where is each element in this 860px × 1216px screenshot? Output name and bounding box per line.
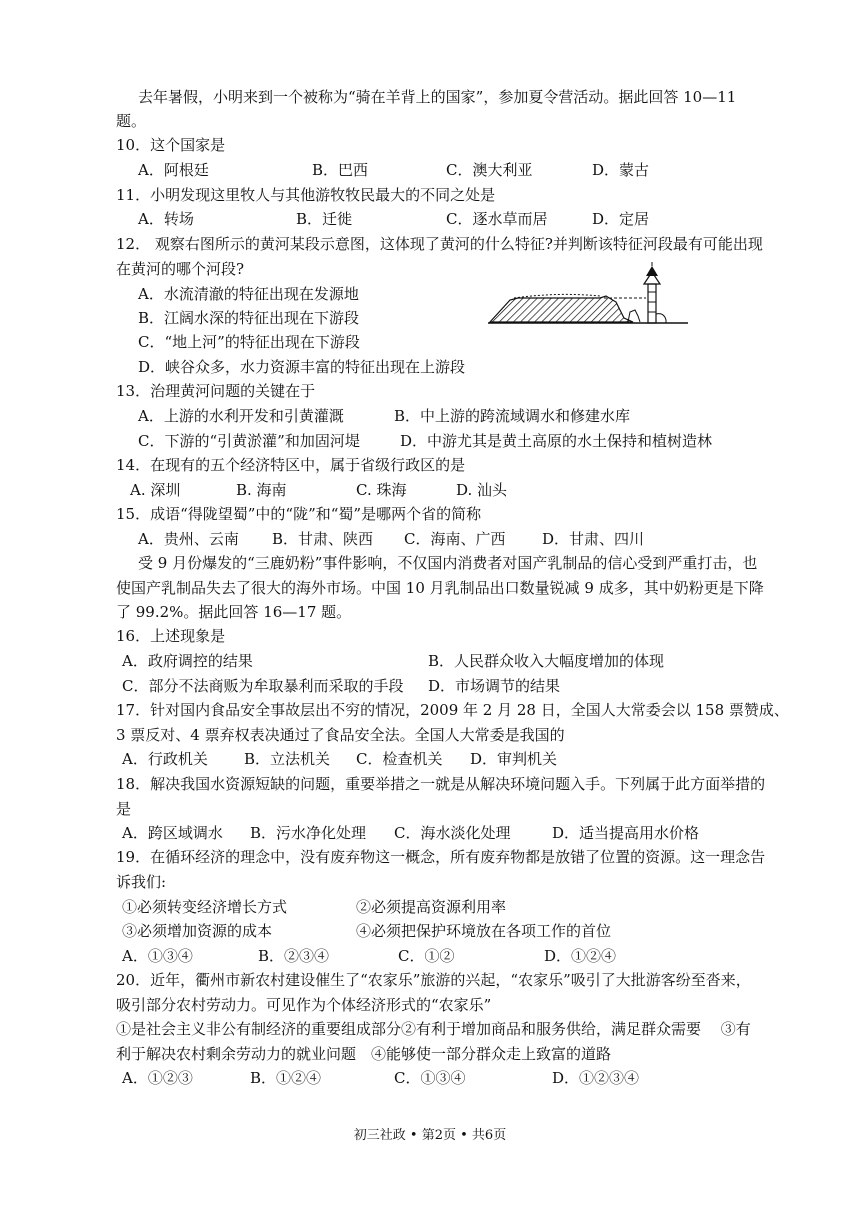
option-b: B．②③④ xyxy=(258,947,330,965)
option-c: C．①③④ xyxy=(394,1069,466,1087)
question-20-stem: 20．近年，衢州市新农村建设催生了“农家乐”旅游的兴起，“农家乐”吸引了大批游客纷至沓来， xyxy=(116,971,751,989)
statement-4: ④必须把保护环境放在各项工作的首位 xyxy=(356,922,612,940)
option-a: A．水流清澈的特征出现在发源地 xyxy=(138,285,359,303)
intro-passage-line: 题。 xyxy=(116,112,147,130)
question-13-stem: 13．治理黄河问题的关键在于 xyxy=(116,382,316,400)
option-c: C．“地上河”的特征出现在下游段 xyxy=(138,333,360,351)
option-b: B．巴西 xyxy=(312,161,369,179)
option-d: D．中游尤其是黄土高原的水土保持和植树造林 xyxy=(400,432,713,450)
option-b: B．①②④ xyxy=(250,1069,322,1087)
statement-3: ③必须增加资源的成本 xyxy=(122,922,273,940)
option-a: A．①②③ xyxy=(122,1069,193,1087)
intro-passage-line: 了 99.2%。据此回答 16—17 题。 xyxy=(116,603,352,621)
page-footer: 初三社政 • 第2页 • 共6页 xyxy=(353,1128,507,1143)
option-b: B．立法机关 xyxy=(244,750,331,768)
question-19-stem: 诉我们: xyxy=(116,873,167,891)
option-c: C．澳大利亚 xyxy=(446,161,533,179)
option-a: A. 深圳 xyxy=(130,481,181,499)
statement-2: ②必须提高资源利用率 xyxy=(356,898,507,916)
option-d: D．审判机关 xyxy=(470,750,558,768)
option-a: A．①③④ xyxy=(122,947,193,965)
option-b: B．人民群众收入大幅度增加的体现 xyxy=(428,652,665,670)
question-20-statements: 利于解决农村剩余劳动力的就业问题 ④能够使一部分群众走上致富的道路 xyxy=(116,1045,612,1063)
statement-1: ①必须转变经济增长方式 xyxy=(122,898,288,916)
question-18-stem: 是 xyxy=(116,800,132,818)
question-18-stem: 18．解决我国水资源短缺的问题，重要举措之一就是从解决环境问题入手。下列属于此方面举措的 xyxy=(116,775,766,793)
option-d: D．适当提高用水价格 xyxy=(552,824,700,842)
option-c: C．逐水草而居 xyxy=(446,210,548,228)
option-c: C．海南、广西 xyxy=(404,530,506,548)
question-10-stem: 10．这个国家是 xyxy=(116,136,226,154)
option-d: D．峡谷众多，水力资源丰富的特征出现在上游段 xyxy=(138,358,466,376)
option-a: A．行政机关 xyxy=(122,750,208,768)
option-c: C. 珠海 xyxy=(356,481,407,499)
option-d: D．定居 xyxy=(592,210,650,228)
question-17-stem: 3 票反对、4 票弃权表决通过了食品安全法。全国人大常委是我国的 xyxy=(116,726,565,744)
option-a: A．跨区域调水 xyxy=(122,824,223,842)
option-b: B．江阔水深的特征出现在下游段 xyxy=(138,309,360,327)
option-c: C．海水淡化处理 xyxy=(394,824,511,842)
option-c: C．检查机关 xyxy=(356,750,443,768)
option-b: B．甘肃、陕西 xyxy=(272,530,374,548)
option-a: A．转场 xyxy=(138,210,194,228)
question-16-stem: 16．上述现象是 xyxy=(116,627,226,645)
option-c: C．部分不法商贩为牟取暴利而采取的手段 xyxy=(122,677,404,695)
question-11-stem: 11．小明发现这里牧人与其他游牧牧民最大的不同之处是 xyxy=(116,186,496,204)
option-b: B．中上游的跨流域调水和修建水库 xyxy=(394,407,631,425)
option-d: D．市场调节的结果 xyxy=(428,677,561,695)
question-15-stem: 15．成语“得陇望蜀”中的“陇”和“蜀”是哪两个省的简称 xyxy=(116,505,482,523)
option-a: A．政府调控的结果 xyxy=(122,652,253,670)
question-20-stem: 吸引部分农村劳动力。可见作为个体经济形式的“农家乐” xyxy=(116,996,492,1014)
option-b: B. 海南 xyxy=(236,481,287,499)
question-17-stem: 17．针对国内食品安全事故层出不穷的情况，2009 年 2 月 28 日，全国人大常委会以 158 票赞成、 xyxy=(116,701,789,719)
option-b: B．迁徙 xyxy=(296,210,353,228)
question-12-stem: 12． 观察右图所示的黄河某段示意图，这体现了黄河的什么特征?并判断该特征河段最有可能出现 xyxy=(116,235,763,253)
option-b: B．污水净化处理 xyxy=(250,824,367,842)
question-14-stem: 14．在现有的五个经济特区中，属于省级行政区的是 xyxy=(116,456,466,474)
yellow-river-diagram xyxy=(488,262,688,330)
option-d: D．蒙古 xyxy=(592,161,650,179)
intro-passage-line: 受 9 月份爆发的“三鹿奶粉”事件影响，不仅国内消费者对国产乳制品的信心受到严重打击，也 xyxy=(138,554,758,572)
option-a: A．阿根廷 xyxy=(138,161,209,179)
option-d: D．甘肃、四川 xyxy=(542,530,645,548)
option-d: D．①②④ xyxy=(544,947,617,965)
question-19-stem: 19．在循环经济的理念中，没有废弃物这一概念，所有废弃物都是放错了位置的资源。这一理念告 xyxy=(116,848,766,866)
option-a: A．贵州、云南 xyxy=(138,530,239,548)
option-d: D. 汕头 xyxy=(456,481,508,499)
question-12-stem: 在黄河的哪个河段? xyxy=(116,260,245,278)
option-d: D．①②③④ xyxy=(552,1069,640,1087)
question-20-statements: ①是社会主义非公有制经济的重要组成部分②有利于增加商品和服务供给，满足群众需要 ③有 xyxy=(116,1020,751,1038)
intro-passage-line: 去年暑假，小明来到一个被称为“骑在羊背上的国家”，参加夏令营活动。据此回答 10—11 xyxy=(138,88,737,106)
option-a: A．上游的水利开发和引黄灌溉 xyxy=(138,407,344,425)
intro-passage-line: 使国产乳制品失去了很大的海外市场。中国 10 月乳制品出口数量锐减 9 成多，其中奶粉更是下降 xyxy=(116,579,764,597)
option-c: C．①② xyxy=(398,947,455,965)
option-c: C．下游的“引黄淤灌”和加固河堤 xyxy=(138,432,360,450)
